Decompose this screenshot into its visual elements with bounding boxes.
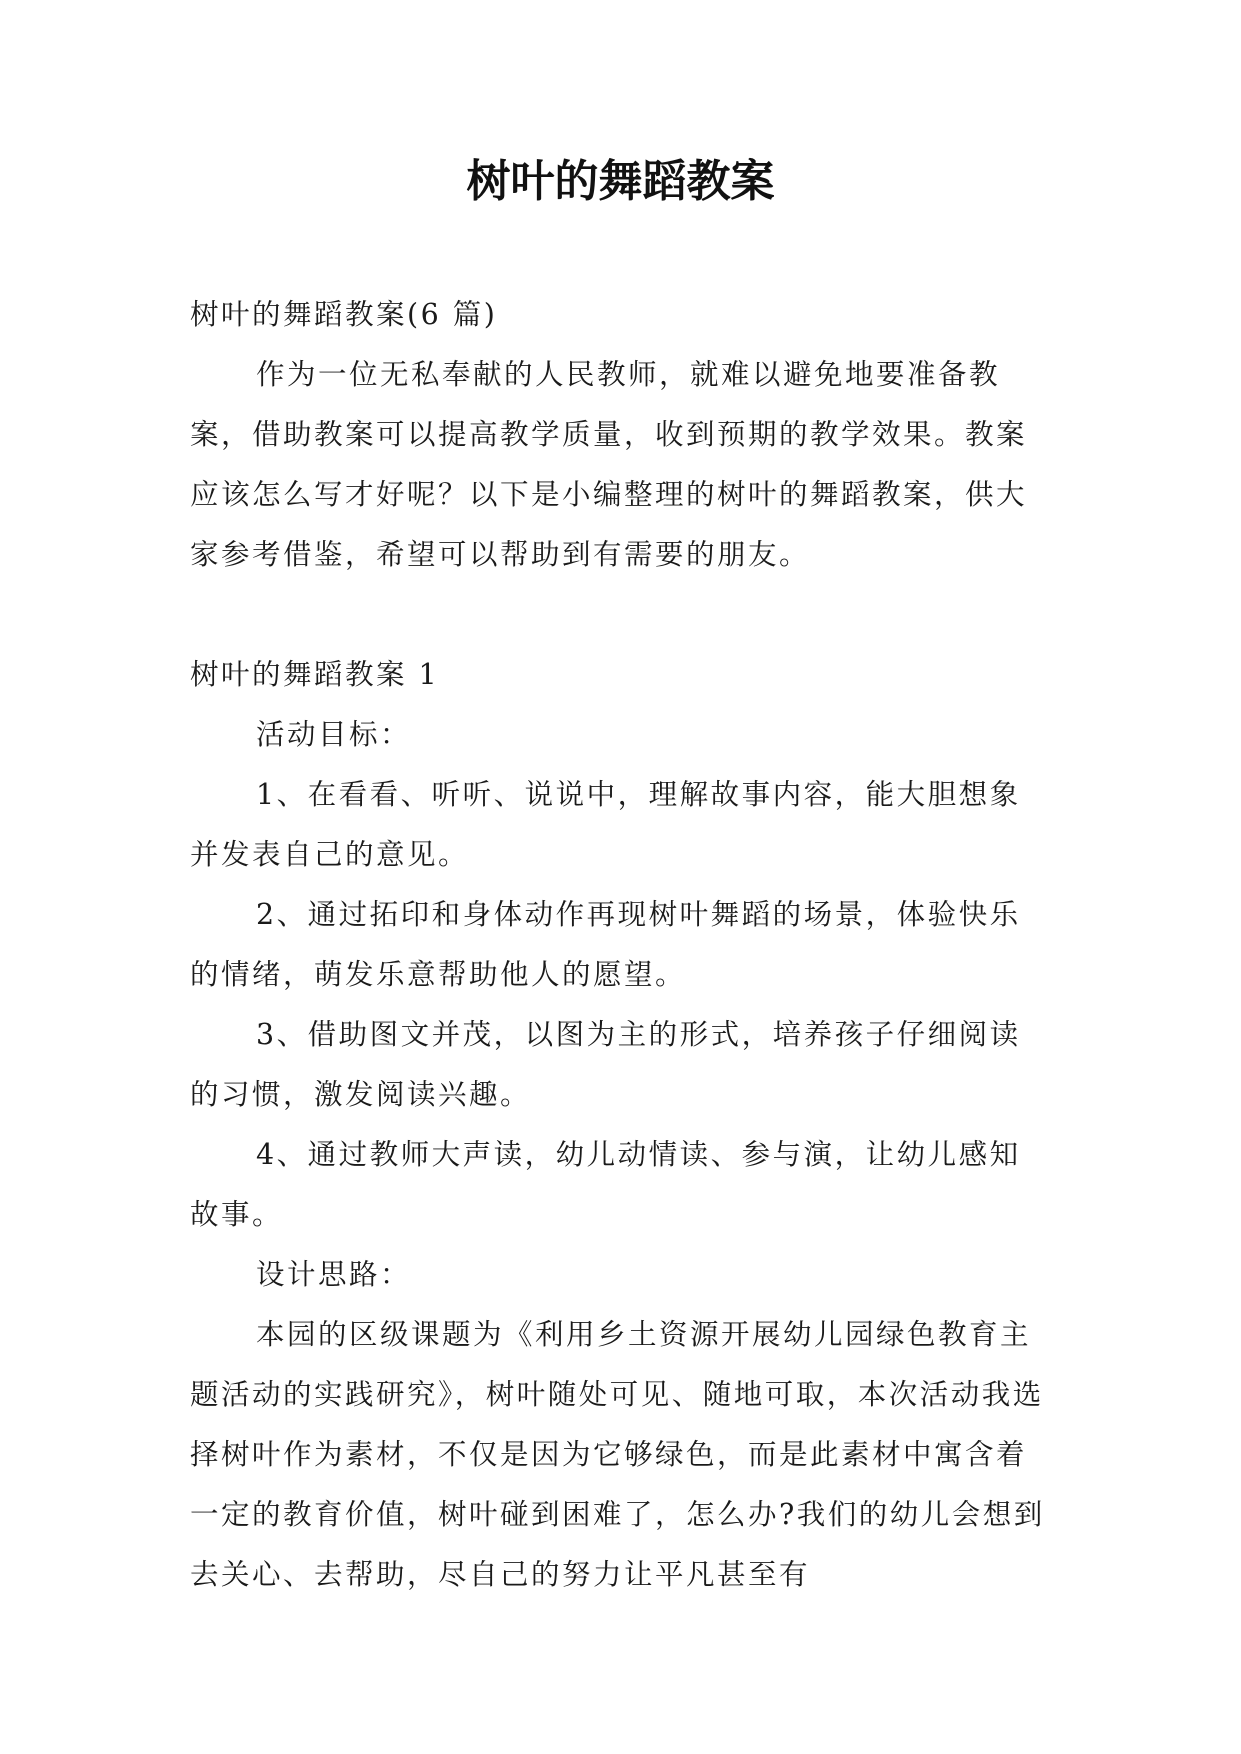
goal-item-4: 4、通过教师大声读，幼儿动情读、参与演，让幼儿感知故事。 [190, 1138, 1021, 1231]
goal-item-2: 2、通过拓印和身体动作再现树叶舞蹈的场景，体验快乐的情绪，萌发乐意帮助他人的愿望。 [190, 898, 1021, 991]
document-body [190, 285, 1051, 1605]
paragraph-spacer [190, 585, 1051, 645]
goal-item-3: 3、借助图文并茂，以图为主的形式，培养孩子仔细阅读的习惯，激发阅读兴趣。 [190, 1018, 1021, 1111]
section-heading: 树叶的舞蹈教案 1 [190, 658, 440, 691]
document-subtitle: 树叶的舞蹈教案(6 篇) [190, 298, 498, 331]
intro-paragraph: 作为一位无私奉献的人民教师，就难以避免地要准备教案，借助教案可以提高教学质量，收到预期的教学效果。教案应该怎么写才好呢？以下是小编整理的树叶的舞蹈教案，供大家参考借鉴，希望可以帮助到有需要的朋友。 [190, 358, 1028, 571]
goal-item-1: 1、在看看、听听、说说中，理解故事内容，能大胆想象并发表自己的意见。 [190, 778, 1021, 871]
design-label: 设计思路： [256, 1258, 412, 1291]
goals-label: 活动目标： [256, 718, 412, 751]
design-paragraph: 本园的区级课题为《利用乡土资源开展幼儿园绿色教育主题活动的实践研究》，树叶随处可见、随地可取，本次活动我选择树叶作为素材，不仅是因为它够绿色，而是此素材中寓含着一定的教育价值，树叶碰到困难了，怎么办?我们的幼儿会想到去关心、去帮助，尽自己的努力让平凡甚至有 [190, 1318, 1045, 1591]
document-title: 树叶的舞蹈教案 [466, 156, 775, 207]
